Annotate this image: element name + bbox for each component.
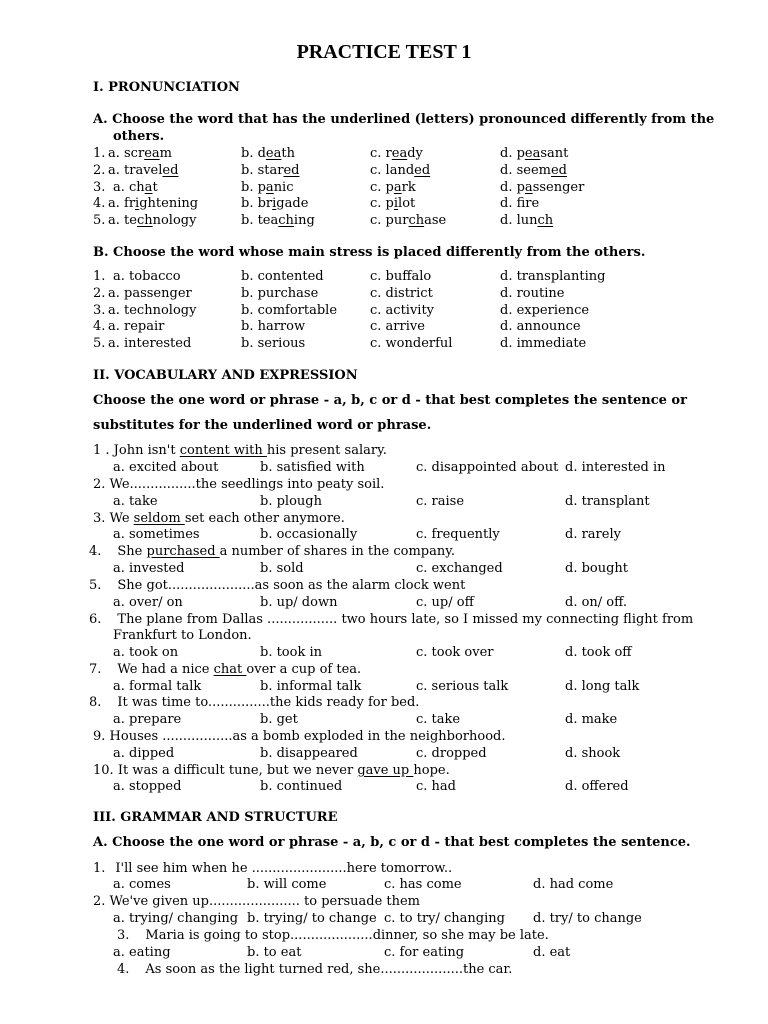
option-b: b. took in [260,645,323,660]
item-number: 4. [93,319,106,334]
option-d: d. bought [565,561,629,576]
instruction-part-a-cont: others. [113,129,165,144]
list-item [0,286,768,303]
list-item [0,196,768,213]
question-stem: 6. The plane from Dallas ................. two hours late, so I missed my connecting flight from [89,612,694,627]
option-c: c. activity [370,303,435,318]
item-number: 3. [93,180,106,195]
item-number: 1. [93,269,106,284]
option-d: d. had come [533,877,614,892]
item-number: 2. [93,163,106,178]
option-a: a. traveled [108,163,179,178]
option-b: b. disappeared [260,746,358,761]
option-a: a. repair [108,319,165,334]
answer-options [0,911,768,928]
option-c: c. raise [416,494,465,509]
option-d: d. transplanting [500,269,606,284]
question-stem: 9. Houses .................as a bomb exploded in the neighborhood. [93,729,506,744]
answer-options [0,494,768,511]
option-a: a. trying/ changing [113,911,239,926]
option-b: b. will come [247,877,327,892]
answer-options [0,561,768,578]
option-d: d. routine [500,286,565,301]
question-stem: 3. Maria is going to stop....................dinner, so she may be late. [117,928,549,943]
option-b: b. get [260,712,298,727]
option-b: b. up/ down [260,595,338,610]
question-stem: 10. It was a difficult tune, but we never gave up hope. [93,763,450,778]
answer-options [0,460,768,477]
list-item [0,336,768,353]
option-d: d. lunch [500,213,554,228]
option-d: d. took off [565,645,632,660]
option-a: a. sometimes [113,527,200,542]
option-c: c. park [370,180,416,195]
instruction-part-a: A. Choose the word that has the underlined (letters) pronounced differently from the [93,112,715,127]
option-c: c. had [416,779,456,794]
option-d: d. announce [500,319,581,334]
option-c: c. dropped [416,746,487,761]
option-a: a. passenger [108,286,192,301]
option-b: b. trying/ to change [247,911,377,926]
question-stem: 4. As soon as the light turned red, she....................the car. [117,962,513,977]
option-b: b. informal talk [260,679,362,694]
option-b: b. plough [260,494,322,509]
option-a: a. excited about [113,460,219,475]
option-b: b. to eat [247,945,302,960]
option-c: c. take [416,712,461,727]
option-a: a. comes [113,877,171,892]
item-number: 5. [93,336,106,351]
option-d: d. fre [500,196,540,211]
answer-options [0,945,768,962]
instruction-part-b: B. Choose the word whose main stress is placed differently from the others. [93,245,646,260]
option-d: d. transplant [565,494,650,509]
option-c: c. took over [416,645,494,660]
answer-options [0,679,768,696]
option-d: d. seemed [500,163,567,178]
option-a: a. dipped [113,746,175,761]
option-c: c. to try/ changing [384,911,505,926]
option-b: b. harrow [241,319,306,334]
option-d: d. passenger [500,180,585,195]
answer-options [0,779,768,796]
option-c: c. exchanged [416,561,503,576]
option-a: a. technology [108,213,197,228]
option-b: b. comfortable [241,303,338,318]
question-stem: 7. We had a nice chat over a cup of tea. [89,662,362,677]
option-c: c. district [370,286,433,301]
option-b: b. continued [260,779,343,794]
option-a: a. eating [113,945,171,960]
option-b: b. serious [241,336,306,351]
option-a: a. invested [113,561,185,576]
option-a: a. formal talk [113,679,202,694]
option-d: d. on/ off. [565,595,628,610]
list-item [0,180,768,197]
option-a: a. stopped [113,779,182,794]
option-c: c. buffalo [370,269,432,284]
option-a: a. over/ on [113,595,183,610]
item-number: 2. [93,286,106,301]
option-a: a. took on [113,645,179,660]
question-stem: 8. It was time to...............the kids ready for bed. [89,695,420,710]
option-a: a. chat [113,180,158,195]
option-d: d. shook [565,746,621,761]
option-a: a. technology [108,303,197,318]
option-d: d. make [565,712,618,727]
list-item [0,146,768,163]
option-a: a. scream [108,146,172,161]
option-b: b. purchase [241,286,319,301]
page-title: PRACTICE TEST 1 [296,41,472,63]
section-heading-vocabulary: II. VOCABULARY AND EXPRESSION [93,368,358,383]
option-d: d. try/ to change [533,911,642,926]
question-stem: 2. We've given up...................... to persuade them [93,894,421,909]
question-stem-cont: Frankfurt to London. [113,628,252,643]
option-c: c. for eating [384,945,465,960]
instruction-vocabulary: Choose the one word or phrase - a, b, c or d - that best completes the sentence or [93,393,687,408]
list-item [0,303,768,320]
question-stem: 2. We................the seedlings into peaty soil. [93,477,385,492]
option-d: d. long talk [565,679,640,694]
answer-options [0,595,768,612]
option-b: b. stared [241,163,300,178]
question-stem: 4. She purchased a number of shares in the company. [89,544,455,559]
option-c: c. arrive [370,319,425,334]
question-stem: 3. We seldom set each other anymore. [93,511,345,526]
option-b: b. teaching [241,213,315,228]
option-c: c. ready [370,146,423,161]
option-b: b. panic [241,180,294,195]
option-c: c. serious talk [416,679,509,694]
option-a: a. tobacco [113,269,181,284]
option-d: d. eat [533,945,571,960]
option-d: d. peasant [500,146,569,161]
instruction-grammar-part-a: A. Choose the one word or phrase - a, b, c or d - that best completes the sentence. [93,835,691,850]
question-stem: 1 . John isn't content with his present salary. [93,443,387,458]
option-b: b. sold [260,561,304,576]
section-heading-grammar: III. GRAMMAR AND STRUCTURE [93,810,338,825]
option-b: b. occasionally [260,527,358,542]
option-c: c. purchase [370,213,447,228]
question-stem: 5. She got.....................as soon as the alarm clock went [89,578,466,593]
option-b: b. death [241,146,295,161]
option-d: d. offered [565,779,629,794]
option-c: c. frequently [416,527,500,542]
option-b: b. satisfied with [260,460,365,475]
option-d: d. rarely [565,527,621,542]
option-d: d. experience [500,303,590,318]
section-heading-pronunciation: I. PRONUNCIATION [93,80,240,95]
answer-options [0,877,768,894]
answer-options [0,527,768,544]
item-number: 4. [93,196,106,211]
item-number: 3. [93,303,106,318]
option-a: a. take [113,494,158,509]
option-b: b. contented [241,269,324,284]
list-item [0,163,768,180]
option-c: c. pilot [370,196,416,211]
option-c: c. landed [370,163,431,178]
option-a: a. interested [108,336,192,351]
list-item [0,269,768,286]
option-c: c. wonderful [370,336,453,351]
option-a: a. frightening [108,196,199,211]
answer-options [0,712,768,729]
instruction-vocabulary-cont: substitutes for the underlined word or phrase. [93,418,432,433]
answer-options [0,645,768,662]
option-c: c. disappointed about [416,460,559,475]
option-c: c. has come [384,877,462,892]
item-number: 5. [93,213,106,228]
option-d: d. immediate [500,336,587,351]
question-stem: 1. I'll see him when he .......................here tomorrow.. [93,861,453,876]
option-c: c. up/ off [416,595,474,610]
answer-options [0,746,768,763]
item-number: 1. [93,146,106,161]
list-item [0,213,768,230]
option-b: b. brigade [241,196,309,211]
option-a: a. prepare [113,712,182,727]
option-d: d. interested in [565,460,666,475]
list-item [0,319,768,336]
